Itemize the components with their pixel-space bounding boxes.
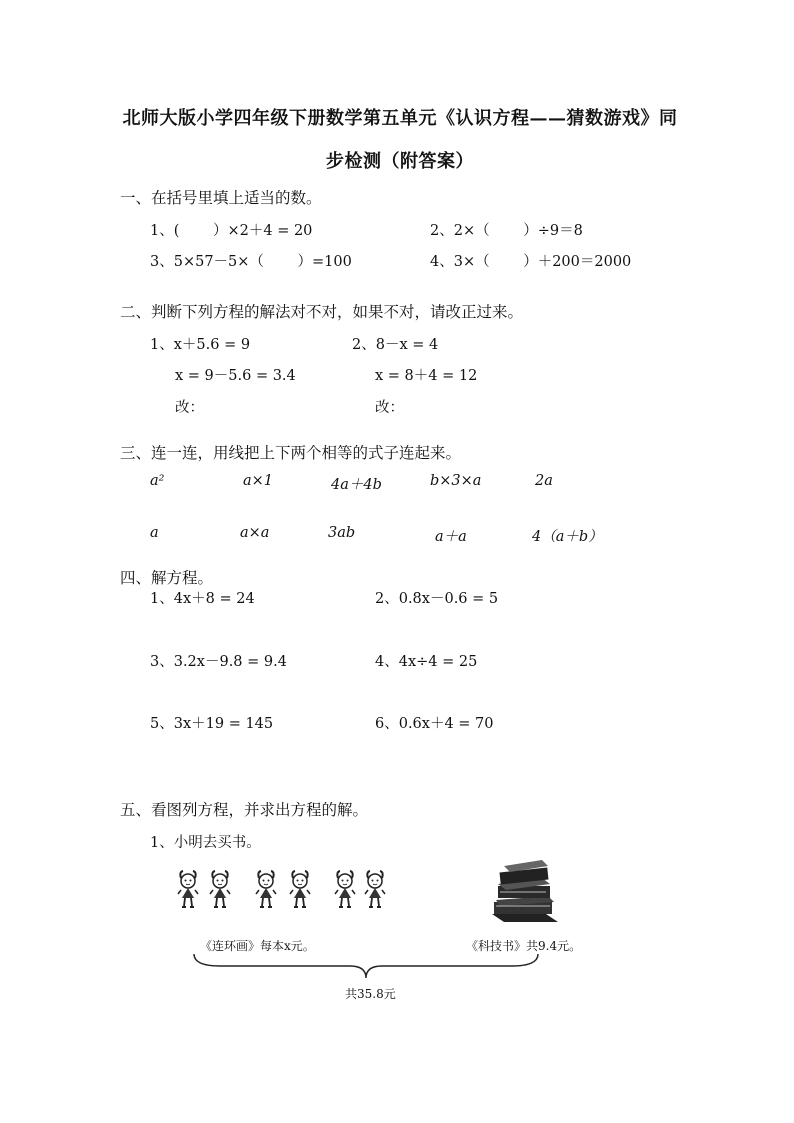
s3-top-5: 2a <box>535 473 553 489</box>
label-comic-books: 《连环画》每本x元。 <box>200 939 315 953</box>
s2-q2-equation: 2、8－x = 4 <box>352 337 439 353</box>
page-title-line2: 步检测（附答案） <box>326 151 474 172</box>
section-5-heading: 五、看图列方程，并求出方程的解。 <box>120 801 369 819</box>
section-4-heading: 四、解方程。 <box>120 569 214 587</box>
section-3-heading: 三、连一连，用线把上下两个相等的式子连起来。 <box>120 444 462 462</box>
book-stack-icon <box>486 856 564 930</box>
label-science-book: 《科技书》共9.4元。 <box>466 939 582 953</box>
s3-top-1: a² <box>150 473 165 489</box>
s3-bottom-4: a＋a <box>435 529 467 545</box>
s2-q1-equation: 1、x＋5.6 = 9 <box>150 337 251 353</box>
s1-item-4: 4、3×（ ）＋200＝2000 <box>430 254 632 270</box>
s4-item-6: 6、0.6x＋4 = 70 <box>375 716 494 732</box>
s5-q1: 1、小明去买书。 <box>150 835 261 851</box>
s3-top-2: a×1 <box>243 473 274 489</box>
s4-item-1: 1、4x＋8 = 24 <box>150 591 255 607</box>
s3-bottom-3: 3ab <box>328 525 356 541</box>
s4-item-5: 5、3x＋19 = 145 <box>150 716 274 732</box>
s3-bottom-5: 4（a＋b） <box>532 529 603 545</box>
girl-figure-icon <box>176 866 386 912</box>
s3-bottom-1: a <box>150 525 159 541</box>
s2-q2-solution: x = 8＋4 = 12 <box>375 368 478 384</box>
s3-top-4: b×3×a <box>430 473 482 489</box>
s4-item-4: 4、4x÷4 = 25 <box>375 654 478 670</box>
s4-item-3: 3、3.2x－9.8 = 9.4 <box>150 654 287 670</box>
s2-q2-correction: 改： <box>375 400 404 416</box>
s2-q1-correction: 改： <box>175 400 204 416</box>
label-total: 共35.8元 <box>345 987 396 1001</box>
s4-item-2: 2、0.8x－0.6 = 5 <box>375 591 499 607</box>
s1-item-3: 3、5×57－5×（ ）=100 <box>150 254 352 270</box>
total-brace <box>190 952 542 984</box>
page-title-line1: 北师大版小学四年级下册数学第五单元《认识方程——猜数游戏》同 <box>122 108 678 129</box>
s3-top-3: 4a＋4b <box>331 477 382 493</box>
s2-q1-solution: x = 9－5.6 = 3.4 <box>175 368 296 384</box>
section-2-heading: 二、判断下列方程的解法对不对，如果不对，请改正过来。 <box>120 303 524 321</box>
s3-bottom-2: a×a <box>240 525 270 541</box>
s1-item-1: 1、( ）×2＋4 = 20 <box>150 223 313 239</box>
section-1-heading: 一、在括号里填上适当的数。 <box>120 189 322 207</box>
s1-item-2: 2、2×（ ）÷9＝8 <box>430 223 583 239</box>
